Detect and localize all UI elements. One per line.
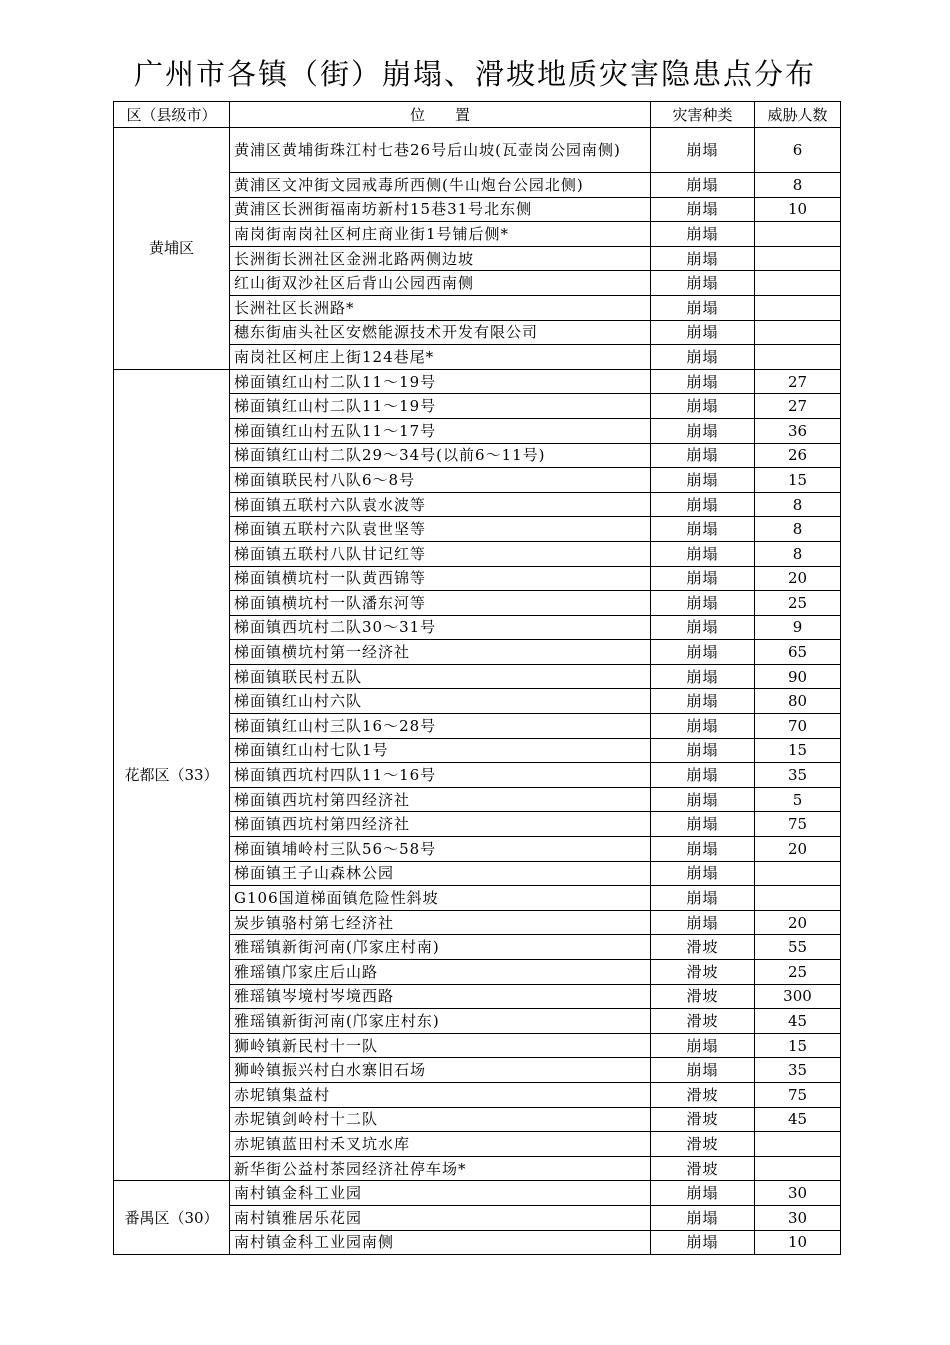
threatened-count-cell: 55 [755, 935, 841, 960]
threatened-count-cell: 8 [755, 541, 841, 566]
threatened-count-cell: 15 [755, 1033, 841, 1058]
location-cell: 雅瑶镇岑境村岑境西路 [230, 984, 651, 1009]
table-body [114, 128, 841, 1255]
hazard-type-cell: 滑坡 [651, 1107, 755, 1132]
hazard-type-cell: 崩塌 [651, 566, 755, 591]
threatened-count-cell: 75 [755, 812, 841, 837]
location-cell: 南岗街南岗社区柯庄商业街1号铺后侧* [230, 222, 651, 247]
threatened-count-cell: 300 [755, 984, 841, 1009]
threatened-count-cell: 27 [755, 394, 841, 419]
threatened-count-cell [755, 886, 841, 911]
threatened-count-cell: 26 [755, 443, 841, 468]
hazard-type-cell: 崩塌 [651, 246, 755, 271]
threatened-count-cell: 27 [755, 369, 841, 394]
location-cell: 新华街公益村茶园经济社停车场* [230, 1156, 651, 1181]
threatened-count-cell [755, 1132, 841, 1157]
hazard-type-cell: 崩塌 [651, 197, 755, 222]
hazard-type-cell: 崩塌 [651, 591, 755, 616]
threatened-count-cell: 9 [755, 615, 841, 640]
threatened-count-cell: 5 [755, 787, 841, 812]
threatened-count-cell [755, 222, 841, 247]
threatened-count-cell: 8 [755, 492, 841, 517]
threatened-count-cell [755, 271, 841, 296]
hazard-type-cell: 崩塌 [651, 787, 755, 812]
location-cell: 狮岭镇振兴村白水寨旧石场 [230, 1058, 651, 1083]
hazard-type-cell: 崩塌 [651, 1181, 755, 1206]
threatened-count-cell: 25 [755, 591, 841, 616]
hazard-type-cell: 崩塌 [651, 1033, 755, 1058]
hazard-type-cell: 崩塌 [651, 1205, 755, 1230]
threatened-count-cell: 8 [755, 517, 841, 542]
location-cell: 梯面镇红山村二队29～34号(以前6～11号) [230, 443, 651, 468]
threatened-count-cell [755, 1156, 841, 1181]
threatened-count-cell: 6 [755, 128, 841, 173]
location-cell: 赤坭镇蓝田村禾叉坑水库 [230, 1132, 651, 1157]
hazard-type-cell: 崩塌 [651, 345, 755, 370]
location-cell: 梯面镇横坑村一队潘东河等 [230, 591, 651, 616]
hazard-type-cell: 崩塌 [651, 173, 755, 198]
threatened-count-cell: 70 [755, 714, 841, 739]
threatened-count-cell: 15 [755, 468, 841, 493]
location-cell: 黄浦区黄埔街珠江村七巷26号后山坡(瓦壶岗公园南侧) [230, 128, 651, 173]
hazard-type-cell: 崩塌 [651, 369, 755, 394]
location-cell: 梯面镇五联村六队袁水波等 [230, 492, 651, 517]
table-row [114, 1181, 841, 1206]
threatened-count-cell: 75 [755, 1082, 841, 1107]
location-cell: 梯面镇红山村六队 [230, 689, 651, 714]
threatened-count-cell [755, 861, 841, 886]
threatened-count-cell: 15 [755, 738, 841, 763]
hazard-type-cell: 滑坡 [651, 1082, 755, 1107]
location-cell: 梯面镇五联村六队袁世坚等 [230, 517, 651, 542]
threatened-count-cell [755, 295, 841, 320]
hazard-type-cell: 崩塌 [651, 763, 755, 788]
location-cell: 梯面镇红山村二队11～19号 [230, 369, 651, 394]
location-cell: 梯面镇埔岭村三队56～58号 [230, 837, 651, 862]
hazard-type-cell: 崩塌 [651, 812, 755, 837]
threatened-count-cell: 35 [755, 1058, 841, 1083]
location-cell: 雅瑶镇邝家庄后山路 [230, 960, 651, 985]
hazard-type-cell: 崩塌 [651, 418, 755, 443]
hazard-type-cell: 崩塌 [651, 886, 755, 911]
table-header-row [114, 102, 841, 128]
hazard-type-cell: 崩塌 [651, 271, 755, 296]
hazard-type-cell: 崩塌 [651, 861, 755, 886]
location-cell: 梯面镇五联村八队甘记红等 [230, 541, 651, 566]
hazard-type-cell: 滑坡 [651, 1156, 755, 1181]
threatened-count-cell: 20 [755, 910, 841, 935]
table-row [114, 128, 841, 173]
threatened-count-cell: 36 [755, 418, 841, 443]
hazard-type-cell: 崩塌 [651, 128, 755, 173]
location-cell: G106国道梯面镇危险性斜坡 [230, 886, 651, 911]
hazard-table [113, 101, 841, 1255]
header-threatened-people: 威胁人数 [755, 102, 841, 128]
district-cell: 黄埔区 [114, 128, 230, 370]
hazard-type-cell: 崩塌 [651, 714, 755, 739]
threatened-count-cell: 10 [755, 1230, 841, 1255]
hazard-type-cell: 崩塌 [651, 615, 755, 640]
threatened-count-cell: 80 [755, 689, 841, 714]
hazard-type-cell: 崩塌 [651, 837, 755, 862]
table-row [114, 369, 841, 394]
location-cell: 黄浦区长洲街福南坊新村15巷31号北东侧 [230, 197, 651, 222]
page-title: 广州市各镇（街）崩塌、滑坡地质灾害隐患点分布 [133, 57, 816, 91]
hazard-type-cell: 滑坡 [651, 1009, 755, 1034]
header-location: 位 置 [230, 102, 651, 128]
location-cell: 梯面镇红山村五队11～17号 [230, 418, 651, 443]
hazard-type-cell: 崩塌 [651, 1058, 755, 1083]
threatened-count-cell: 65 [755, 640, 841, 665]
location-cell: 炭步镇骆村第七经济社 [230, 910, 651, 935]
threatened-count-cell: 90 [755, 664, 841, 689]
hazard-type-cell: 崩塌 [651, 640, 755, 665]
hazard-type-cell: 崩塌 [651, 492, 755, 517]
hazard-type-cell: 崩塌 [651, 738, 755, 763]
location-cell: 梯面镇联民村八队6～8号 [230, 468, 651, 493]
threatened-count-cell: 45 [755, 1009, 841, 1034]
threatened-count-cell: 30 [755, 1205, 841, 1230]
threatened-count-cell: 10 [755, 197, 841, 222]
location-cell: 梯面镇西坑村四队11～16号 [230, 763, 651, 788]
location-cell: 梯面镇西坑村第四经济社 [230, 812, 651, 837]
location-cell: 穗东街庙头社区安燃能源技术开发有限公司 [230, 320, 651, 345]
hazard-type-cell: 崩塌 [651, 394, 755, 419]
location-cell: 梯面镇红山村二队11～19号 [230, 394, 651, 419]
location-cell: 梯面镇西坑村第四经济社 [230, 787, 651, 812]
threatened-count-cell [755, 345, 841, 370]
hazard-type-cell: 滑坡 [651, 935, 755, 960]
location-cell: 雅瑶镇新街河南(邝家庄村东) [230, 1009, 651, 1034]
hazard-type-cell: 崩塌 [651, 689, 755, 714]
location-cell: 梯面镇王子山森林公园 [230, 861, 651, 886]
location-cell: 黄浦区文冲街文园戒毒所西侧(牛山炮台公园北侧) [230, 173, 651, 198]
threatened-count-cell: 35 [755, 763, 841, 788]
location-cell: 狮岭镇新民村十一队 [230, 1033, 651, 1058]
location-cell: 梯面镇红山村七队1号 [230, 738, 651, 763]
hazard-type-cell: 崩塌 [651, 517, 755, 542]
hazard-type-cell: 滑坡 [651, 1132, 755, 1157]
header-district: 区（县级市） [114, 102, 230, 128]
hazard-type-cell: 崩塌 [651, 320, 755, 345]
location-cell: 南村镇金科工业园 [230, 1181, 651, 1206]
district-cell: 花都区（33） [114, 369, 230, 1181]
location-cell: 梯面镇横坑村一队黄西锦等 [230, 566, 651, 591]
threatened-count-cell: 20 [755, 837, 841, 862]
district-cell: 番禺区（30） [114, 1181, 230, 1255]
hazard-type-cell: 崩塌 [651, 910, 755, 935]
hazard-type-cell: 崩塌 [651, 468, 755, 493]
hazard-type-cell: 滑坡 [651, 984, 755, 1009]
threatened-count-cell: 25 [755, 960, 841, 985]
location-cell: 赤坭镇集益村 [230, 1082, 651, 1107]
location-cell: 南村镇雅居乐花园 [230, 1205, 651, 1230]
hazard-type-cell: 崩塌 [651, 222, 755, 247]
hazard-type-cell: 崩塌 [651, 1230, 755, 1255]
hazard-type-cell: 崩塌 [651, 541, 755, 566]
location-cell: 南村镇金科工业园南侧 [230, 1230, 651, 1255]
threatened-count-cell: 8 [755, 173, 841, 198]
location-cell: 梯面镇联民村五队 [230, 664, 651, 689]
hazard-type-cell: 崩塌 [651, 443, 755, 468]
threatened-count-cell [755, 246, 841, 271]
threatened-count-cell: 20 [755, 566, 841, 591]
location-cell: 雅瑶镇新街河南(邝家庄村南) [230, 935, 651, 960]
location-cell: 长洲街长洲社区金洲北路两侧边坡 [230, 246, 651, 271]
hazard-type-cell: 崩塌 [651, 664, 755, 689]
location-cell: 赤坭镇剑岭村十二队 [230, 1107, 651, 1132]
threatened-count-cell: 30 [755, 1181, 841, 1206]
hazard-type-cell: 滑坡 [651, 960, 755, 985]
header-hazard-type: 灾害种类 [651, 102, 755, 128]
threatened-count-cell [755, 320, 841, 345]
location-cell: 长洲社区长洲路* [230, 295, 651, 320]
location-cell: 梯面镇横坑村第一经济社 [230, 640, 651, 665]
location-cell: 梯面镇红山村三队16～28号 [230, 714, 651, 739]
hazard-type-cell: 崩塌 [651, 295, 755, 320]
location-cell: 南岗社区柯庄上街124巷尾* [230, 345, 651, 370]
location-cell: 红山街双沙社区后背山公园西南侧 [230, 271, 651, 296]
threatened-count-cell: 45 [755, 1107, 841, 1132]
location-cell: 梯面镇西坑村二队30～31号 [230, 615, 651, 640]
